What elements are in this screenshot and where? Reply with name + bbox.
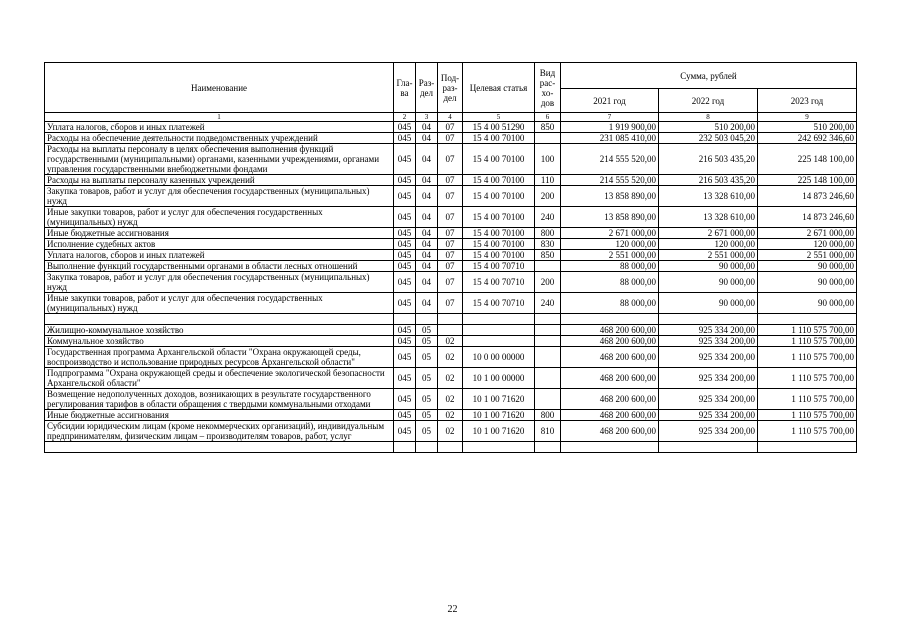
cell-name: Государственная программа Архангельской области "Охрана окружающей среды, воспроизводство и использование природных ресурсов Архангельской области" (45, 347, 394, 368)
cell-2022: 232 503 045,20 (659, 133, 758, 144)
cell-vid: 800 (535, 228, 561, 239)
cell-2023 (758, 314, 857, 325)
cell-2021: 468 200 600,00 (561, 389, 659, 410)
column-number: 6 (535, 113, 561, 122)
cell-glava: 045 (394, 133, 416, 144)
cell-glava: 045 (394, 389, 416, 410)
header-vid: Вид рас-хо-дов (535, 63, 561, 113)
cell-celevaya (463, 314, 535, 325)
cell-razdel: 04 (416, 239, 438, 250)
cell-2023: 1 110 575 700,00 (758, 410, 857, 421)
cell-podrazdel: 07 (438, 250, 463, 261)
cell-name: Выполнение функций государственными органами в области лесных отношений (45, 261, 394, 272)
table-row (45, 325, 857, 336)
cell-name: Возмещение недополученных доходов, возникающих в результате государственного регулирования тарифов в области обращения с твердыми коммунальными отходами (45, 389, 394, 410)
cell-glava: 045 (394, 336, 416, 347)
cell-2022 (659, 442, 758, 453)
cell-vid: 240 (535, 293, 561, 314)
column-number: 7 (561, 113, 659, 122)
cell-2023: 2 671 000,00 (758, 228, 857, 239)
cell-2022: 216 503 435,20 (659, 175, 758, 186)
cell-razdel: 04 (416, 186, 438, 207)
cell-podrazdel: 02 (438, 421, 463, 442)
cell-name: Жилищно-коммунальное хозяйство (45, 325, 394, 336)
cell-vid (535, 442, 561, 453)
cell-glava (394, 314, 416, 325)
cell-vid: 200 (535, 186, 561, 207)
header-podrazdel: Под-раз-дел (438, 63, 463, 113)
header-2023: 2023 год (758, 89, 857, 113)
cell-2022: 925 334 200,00 (659, 347, 758, 368)
cell-2021: 468 200 600,00 (561, 410, 659, 421)
cell-2023: 1 110 575 700,00 (758, 336, 857, 347)
table-row (45, 336, 857, 347)
cell-glava: 045 (394, 228, 416, 239)
cell-razdel: 05 (416, 347, 438, 368)
cell-glava: 045 (394, 421, 416, 442)
cell-razdel: 05 (416, 389, 438, 410)
table-row (45, 410, 857, 421)
cell-2023: 1 110 575 700,00 (758, 389, 857, 410)
cell-name: Закупка товаров, работ и услуг для обеспечения государственных (муниципальных) нужд (45, 186, 394, 207)
header-summa: Сумма, рублей (561, 63, 857, 89)
cell-2021: 468 200 600,00 (561, 368, 659, 389)
cell-glava: 045 (394, 144, 416, 175)
header-name: Наименование (45, 63, 394, 113)
cell-name (45, 314, 394, 325)
cell-vid (535, 325, 561, 336)
column-number: 4 (438, 113, 463, 122)
cell-podrazdel: 07 (438, 122, 463, 133)
cell-2021: 13 858 890,00 (561, 186, 659, 207)
cell-2023: 2 551 000,00 (758, 250, 857, 261)
header-2021: 2021 год (561, 89, 659, 113)
cell-celevaya: 15 4 00 70710 (463, 261, 535, 272)
cell-podrazdel (438, 442, 463, 453)
cell-vid: 850 (535, 122, 561, 133)
cell-2021: 214 555 520,00 (561, 175, 659, 186)
cell-celevaya: 15 4 00 70100 (463, 133, 535, 144)
cell-razdel: 04 (416, 272, 438, 293)
cell-name: Иные закупки товаров, работ и услуг для обеспечения государственных (муниципальных) нужд (45, 207, 394, 228)
cell-name: Иные бюджетные ассигнования (45, 228, 394, 239)
cell-podrazdel: 02 (438, 389, 463, 410)
column-number: 9 (758, 113, 857, 122)
cell-2023: 225 148 100,00 (758, 175, 857, 186)
table-row (45, 186, 857, 207)
cell-name: Уплата налогов, сборов и иных платежей (45, 122, 394, 133)
cell-2022: 13 328 610,00 (659, 207, 758, 228)
cell-glava: 045 (394, 368, 416, 389)
table-row (45, 272, 857, 293)
cell-podrazdel (438, 314, 463, 325)
cell-2023 (758, 442, 857, 453)
table-row (45, 293, 857, 314)
budget-table (44, 62, 857, 453)
cell-2021: 231 085 410,00 (561, 133, 659, 144)
cell-glava: 045 (394, 207, 416, 228)
cell-vid: 800 (535, 410, 561, 421)
cell-2021: 1 919 900,00 (561, 122, 659, 133)
cell-celevaya: 15 4 00 70100 (463, 175, 535, 186)
column-number-row (45, 113, 857, 122)
cell-2021: 13 858 890,00 (561, 207, 659, 228)
cell-vid (535, 347, 561, 368)
cell-name: Подпрограмма "Охрана окружающей среды и обеспечение экологической безопасности Архангельской области" (45, 368, 394, 389)
cell-razdel: 04 (416, 175, 438, 186)
cell-vid (535, 133, 561, 144)
cell-vid: 200 (535, 272, 561, 293)
cell-2022: 925 334 200,00 (659, 336, 758, 347)
cell-2022: 120 000,00 (659, 239, 758, 250)
cell-vid (535, 389, 561, 410)
cell-podrazdel: 07 (438, 228, 463, 239)
cell-glava (394, 442, 416, 453)
budget-table-page (44, 62, 856, 453)
column-number: 8 (659, 113, 758, 122)
cell-glava: 045 (394, 410, 416, 421)
cell-2021: 468 200 600,00 (561, 347, 659, 368)
cell-podrazdel: 07 (438, 186, 463, 207)
cell-celevaya: 15 4 00 70100 (463, 144, 535, 175)
cell-podrazdel: 07 (438, 272, 463, 293)
cell-name: Расходы на обеспечение деятельности подведомственных учреждений (45, 133, 394, 144)
cell-2021: 88 000,00 (561, 272, 659, 293)
header-glava: Гла-ва (394, 63, 416, 113)
cell-celevaya: 15 4 00 70710 (463, 272, 535, 293)
cell-2021: 468 200 600,00 (561, 336, 659, 347)
cell-glava: 045 (394, 175, 416, 186)
cell-name: Закупка товаров, работ и услуг для обеспечения государственных (муниципальных) нужд (45, 272, 394, 293)
cell-podrazdel: 02 (438, 368, 463, 389)
cell-2023: 510 200,00 (758, 122, 857, 133)
cell-razdel: 04 (416, 144, 438, 175)
cell-2023: 1 110 575 700,00 (758, 368, 857, 389)
cell-podrazdel: 07 (438, 133, 463, 144)
table-row (45, 175, 857, 186)
cell-2022: 90 000,00 (659, 293, 758, 314)
table-row (45, 421, 857, 442)
table-row (45, 368, 857, 389)
cell-celevaya: 15 4 00 70100 (463, 186, 535, 207)
cell-glava: 045 (394, 325, 416, 336)
cell-razdel (416, 442, 438, 453)
cell-2022: 2 551 000,00 (659, 250, 758, 261)
cell-razdel: 05 (416, 336, 438, 347)
cell-celevaya: 10 1 00 71620 (463, 421, 535, 442)
cell-razdel: 05 (416, 368, 438, 389)
cell-name: Иные закупки товаров, работ и услуг для обеспечения государственных (муниципальных) нужд (45, 293, 394, 314)
cell-razdel: 05 (416, 421, 438, 442)
cell-2022: 925 334 200,00 (659, 368, 758, 389)
cell-razdel: 04 (416, 261, 438, 272)
table-row (45, 207, 857, 228)
cell-name: Расходы на выплаты персоналу в целях обеспечения выполнения функций государственными (муниципальными) органами, казенными учреждениями, органами управления государственными внебюджетными фондами (45, 144, 394, 175)
cell-glava: 045 (394, 272, 416, 293)
column-number: 5 (463, 113, 535, 122)
cell-celevaya: 10 1 00 00000 (463, 368, 535, 389)
cell-celevaya: 15 4 00 70100 (463, 239, 535, 250)
cell-celevaya: 15 4 00 70710 (463, 293, 535, 314)
table-row (45, 122, 857, 133)
cell-vid: 810 (535, 421, 561, 442)
cell-podrazdel: 02 (438, 347, 463, 368)
cell-2023: 242 692 346,60 (758, 133, 857, 144)
cell-2021: 468 200 600,00 (561, 421, 659, 442)
cell-celevaya: 15 4 00 51290 (463, 122, 535, 133)
cell-2021: 88 000,00 (561, 293, 659, 314)
table-row (45, 347, 857, 368)
cell-razdel: 04 (416, 293, 438, 314)
cell-vid: 830 (535, 239, 561, 250)
cell-razdel: 04 (416, 228, 438, 239)
cell-glava: 045 (394, 261, 416, 272)
cell-2021: 2 671 000,00 (561, 228, 659, 239)
cell-2022 (659, 314, 758, 325)
table-row (45, 442, 857, 453)
cell-glava: 045 (394, 186, 416, 207)
cell-podrazdel: 02 (438, 336, 463, 347)
column-number: 1 (45, 113, 394, 122)
cell-2021: 214 555 520,00 (561, 144, 659, 175)
cell-celevaya: 15 4 00 70100 (463, 228, 535, 239)
cell-glava: 045 (394, 293, 416, 314)
header-celevaya: Целевая статья (463, 63, 535, 113)
header-razdel: Раз-дел (416, 63, 438, 113)
cell-razdel: 04 (416, 133, 438, 144)
cell-2023: 1 110 575 700,00 (758, 347, 857, 368)
cell-2022: 925 334 200,00 (659, 410, 758, 421)
cell-razdel: 04 (416, 250, 438, 261)
column-number: 3 (416, 113, 438, 122)
cell-2023: 1 110 575 700,00 (758, 325, 857, 336)
page-number: 22 (447, 604, 458, 615)
cell-glava: 045 (394, 122, 416, 133)
cell-2022: 925 334 200,00 (659, 325, 758, 336)
cell-2023: 90 000,00 (758, 293, 857, 314)
table-row (45, 133, 857, 144)
cell-2021: 468 200 600,00 (561, 325, 659, 336)
cell-2023: 1 110 575 700,00 (758, 421, 857, 442)
cell-podrazdel: 07 (438, 144, 463, 175)
cell-vid (535, 368, 561, 389)
cell-podrazdel (438, 325, 463, 336)
cell-2023: 90 000,00 (758, 261, 857, 272)
column-number: 2 (394, 113, 416, 122)
cell-glava: 045 (394, 347, 416, 368)
cell-name: Расходы на выплаты персоналу казенных учреждений (45, 175, 394, 186)
cell-vid (535, 261, 561, 272)
cell-razdel: 05 (416, 410, 438, 421)
cell-razdel: 04 (416, 207, 438, 228)
cell-2023: 14 873 246,60 (758, 186, 857, 207)
cell-name: Коммунальное хозяйство (45, 336, 394, 347)
cell-celevaya (463, 325, 535, 336)
cell-2022: 90 000,00 (659, 261, 758, 272)
cell-2022: 2 671 000,00 (659, 228, 758, 239)
cell-name: Иные бюджетные ассигнования (45, 410, 394, 421)
cell-podrazdel: 02 (438, 410, 463, 421)
cell-2021: 88 000,00 (561, 261, 659, 272)
cell-2022: 90 000,00 (659, 272, 758, 293)
cell-2021: 120 000,00 (561, 239, 659, 250)
header-2022: 2022 год (659, 89, 758, 113)
cell-2023: 120 000,00 (758, 239, 857, 250)
cell-vid (535, 336, 561, 347)
cell-glava: 045 (394, 239, 416, 250)
cell-name: Субсидии юридическим лицам (кроме некоммерческих организаций), индивидуальным предпринимателям, физическим лицам – производителям товаров, работ, услуг (45, 421, 394, 442)
cell-razdel: 04 (416, 122, 438, 133)
cell-podrazdel: 07 (438, 207, 463, 228)
cell-razdel: 05 (416, 325, 438, 336)
cell-2022: 925 334 200,00 (659, 389, 758, 410)
cell-podrazdel: 07 (438, 261, 463, 272)
table-row (45, 144, 857, 175)
table-row (45, 228, 857, 239)
table-row (45, 389, 857, 410)
cell-2021 (561, 314, 659, 325)
cell-2022: 13 328 610,00 (659, 186, 758, 207)
table-row (45, 250, 857, 261)
cell-vid: 240 (535, 207, 561, 228)
cell-podrazdel: 07 (438, 239, 463, 250)
cell-glava: 045 (394, 250, 416, 261)
cell-2022: 216 503 435,20 (659, 144, 758, 175)
cell-celevaya (463, 442, 535, 453)
cell-celevaya (463, 336, 535, 347)
cell-2023: 225 148 100,00 (758, 144, 857, 175)
cell-razdel (416, 314, 438, 325)
table-row (45, 314, 857, 325)
cell-2021: 2 551 000,00 (561, 250, 659, 261)
cell-2022: 925 334 200,00 (659, 421, 758, 442)
cell-celevaya: 10 1 00 71620 (463, 410, 535, 421)
cell-podrazdel: 07 (438, 175, 463, 186)
cell-name (45, 442, 394, 453)
cell-2021 (561, 442, 659, 453)
cell-vid: 110 (535, 175, 561, 186)
cell-celevaya: 15 4 00 70100 (463, 207, 535, 228)
cell-podrazdel: 07 (438, 293, 463, 314)
table-row (45, 239, 857, 250)
cell-vid (535, 314, 561, 325)
cell-celevaya: 15 4 00 70100 (463, 250, 535, 261)
cell-2023: 90 000,00 (758, 272, 857, 293)
cell-vid: 100 (535, 144, 561, 175)
cell-vid: 850 (535, 250, 561, 261)
cell-celevaya: 10 0 00 00000 (463, 347, 535, 368)
cell-2022: 510 200,00 (659, 122, 758, 133)
table-row (45, 261, 857, 272)
cell-name: Исполнение судебных актов (45, 239, 394, 250)
cell-2023: 14 873 246,60 (758, 207, 857, 228)
cell-name: Уплата налогов, сборов и иных платежей (45, 250, 394, 261)
cell-celevaya: 10 1 00 71620 (463, 389, 535, 410)
